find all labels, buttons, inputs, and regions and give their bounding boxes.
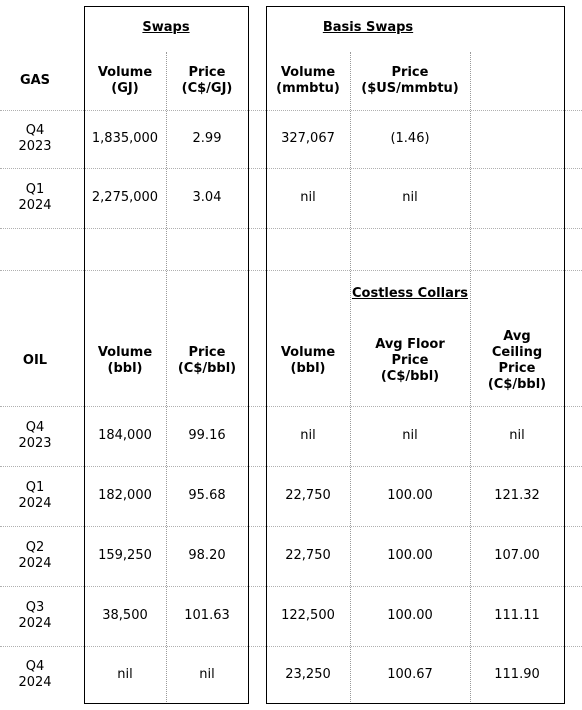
oil-ceiling-price: 107.00 bbox=[494, 548, 540, 563]
right-box-bottom-border bbox=[266, 703, 565, 704]
oil-ceiling-price: 111.90 bbox=[494, 666, 540, 682]
gas-basis-price: nil bbox=[402, 190, 418, 205]
gas-swap-price: 3.04 bbox=[192, 190, 222, 205]
costless-collars-title: Costless Collars bbox=[351, 286, 468, 301]
oil-period: Q4 2023 bbox=[18, 420, 52, 451]
swaps-box-top-border bbox=[84, 6, 249, 7]
swaps-box-bottom-border bbox=[84, 703, 249, 704]
gas-basis-volume: 327,067 bbox=[281, 131, 335, 146]
gas-swap-volume: 2,275,000 bbox=[91, 190, 159, 205]
oil-collar-volume: nil bbox=[300, 428, 316, 443]
oil-collar-volume: 22,750 bbox=[285, 488, 331, 503]
right-box-top-border bbox=[266, 6, 565, 7]
gas-swap-price: 2.99 bbox=[192, 131, 222, 146]
gas-swap-volume: 1,835,000 bbox=[91, 131, 159, 146]
oil-period: Q2 2024 bbox=[18, 540, 52, 571]
oil-swap-volume: 159,250 bbox=[98, 548, 152, 563]
oil-label: OIL bbox=[22, 353, 48, 368]
oil-floor-price: 100.00 bbox=[387, 488, 433, 503]
oil-ceiling-price: 111.11 bbox=[494, 608, 540, 623]
gas-basis-volume-header: Volume (mmbtu) bbox=[276, 65, 340, 96]
oil-swap-price-header: Price (C$/bbl) bbox=[177, 345, 237, 376]
oil-ceiling-price: 121.32 bbox=[494, 488, 540, 503]
oil-swap-price: nil bbox=[199, 666, 215, 682]
oil-ceiling-price-header: Avg Ceiling Price (C$/bbl) bbox=[487, 329, 547, 392]
oil-period: Q1 2024 bbox=[18, 480, 52, 511]
oil-ceiling-price: nil bbox=[509, 428, 525, 443]
gas-label: GAS bbox=[19, 73, 51, 88]
oil-swap-price: 101.63 bbox=[184, 608, 230, 623]
basis-swaps-title: Basis Swaps bbox=[322, 20, 414, 35]
gas-basis-price-header: Price ($US/mmbtu) bbox=[361, 65, 459, 96]
oil-floor-price: 100.00 bbox=[387, 548, 433, 563]
swaps-title: Swaps bbox=[142, 20, 190, 35]
row-divider bbox=[0, 270, 582, 271]
oil-swap-price: 98.20 bbox=[188, 548, 226, 563]
gas-period: Q4 2023 bbox=[18, 123, 52, 154]
oil-floor-price: 100.67 bbox=[387, 666, 433, 682]
gas-basis-volume: nil bbox=[300, 190, 316, 205]
gas-period: Q1 2024 bbox=[18, 182, 52, 213]
gas-basis-price: (1.46) bbox=[390, 131, 430, 146]
oil-swap-volume: 182,000 bbox=[98, 488, 152, 503]
oil-collar-volume-header: Volume (bbl) bbox=[280, 345, 336, 376]
oil-collar-volume: 23,250 bbox=[285, 666, 331, 682]
oil-period: Q4 2024 bbox=[18, 658, 52, 690]
gas-swap-volume-header: Volume (GJ) bbox=[97, 65, 153, 96]
gas-swap-price-header: Price (C$/GJ) bbox=[181, 65, 233, 96]
oil-floor-price: nil bbox=[402, 428, 418, 443]
oil-swap-volume: 38,500 bbox=[102, 608, 148, 623]
oil-swap-price: 99.16 bbox=[188, 428, 226, 443]
oil-swap-volume-header: Volume (bbl) bbox=[97, 345, 153, 376]
oil-collar-volume: 122,500 bbox=[281, 608, 335, 623]
oil-swap-volume: 184,000 bbox=[98, 428, 152, 443]
oil-floor-price-header: Avg Floor Price (C$/bbl) bbox=[375, 337, 445, 384]
row-divider bbox=[0, 228, 582, 229]
oil-swap-price: 95.68 bbox=[188, 488, 226, 503]
oil-floor-price: 100.00 bbox=[387, 608, 433, 623]
oil-collar-volume: 22,750 bbox=[285, 548, 331, 563]
oil-swap-volume: nil bbox=[117, 666, 133, 682]
oil-period: Q3 2024 bbox=[18, 600, 52, 631]
